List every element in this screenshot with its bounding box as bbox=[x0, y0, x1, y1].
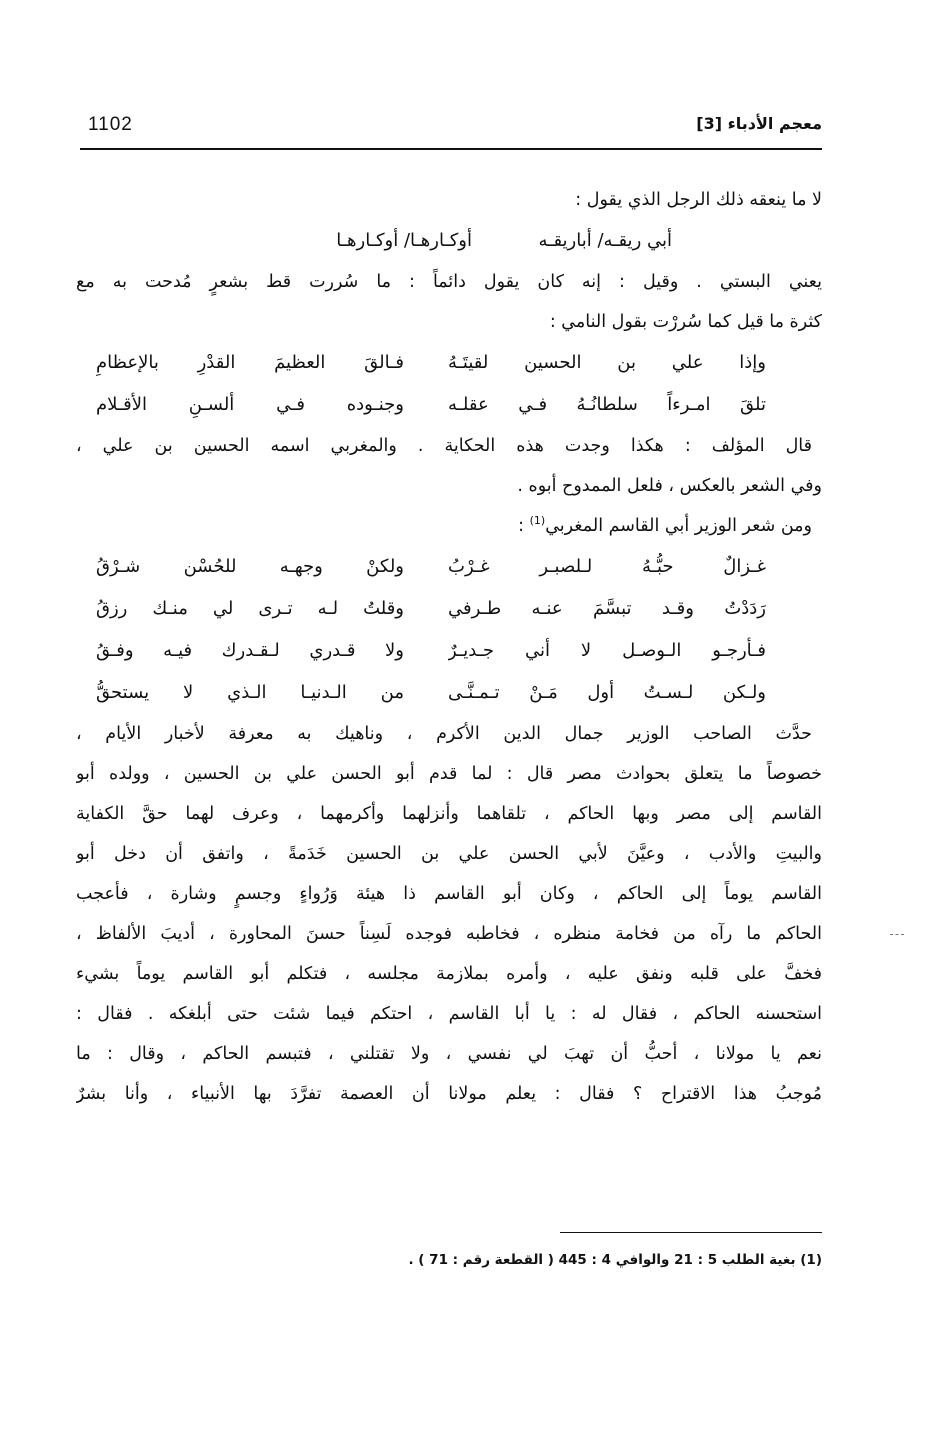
verse-line bbox=[76, 672, 822, 714]
header-rule bbox=[80, 148, 822, 150]
paragraph-line: مُوجبُ هذا الاقتراح ؟ فقال : يعلم مولانا أن العصمة تفرَّدَ بها الأنبياء ، وأنا بشرٌ bbox=[76, 1084, 822, 1104]
verse-first-hemistich: رَدَدْتُ وقـد تبسَّمَ عنـه طـرفي bbox=[448, 598, 766, 619]
page-header bbox=[80, 114, 822, 148]
verse-line bbox=[76, 384, 822, 426]
paragraph-line: يعني البستي . وقيل : إنه كان يقول دائماً : ما سُررت قط بشعرٍ مُدحت به مع bbox=[76, 272, 822, 292]
footnote-rule bbox=[560, 1232, 822, 1233]
footnote-reference: (1) bbox=[529, 514, 546, 528]
verse-first-hemistich: فـأرجـو الـوصـل لا أني جـديـرٌ bbox=[448, 640, 766, 661]
verse-first-hemistich: أبي ريقـه/ أباريقـه bbox=[538, 230, 672, 251]
paragraph-line: استحسنه الحاكم ، فقال له : يا أبا القاسم ، احتكم فيما شئت حتى أبلغكه . فقال : bbox=[76, 1004, 822, 1024]
verse-second-hemistich: أوكـارهـا/ أوكـارهـا bbox=[336, 230, 472, 251]
paragraph-line: خصوصاً ما يتعلق بحوادث مصر قال : لما قدم أبو الحسن علي بن الحسين ، وولده أبو bbox=[76, 764, 822, 784]
verse-second-hemistich: فـالقَ العظيمَ القدْرِ بالإعظامِ bbox=[96, 352, 404, 373]
paragraph-line: والبيتِ والأدب ، وعيَّنَ لأبي الحسن علي بن الحسين خَدَمةً ، واتفق أن دخل أبو bbox=[76, 844, 822, 864]
verse-second-hemistich: وجنـوده فـي ألسـنِ الأقـلام bbox=[96, 394, 404, 415]
intro-line: لا ما ينعقه ذلك الرجل الذي يقول : bbox=[575, 190, 822, 210]
paragraph-line bbox=[76, 506, 822, 546]
poetry-intro-tail: : bbox=[518, 516, 530, 536]
paragraph-line: وفي الشعر بالعكس ، فلعل الممدوح أبوه . bbox=[517, 476, 822, 496]
verse-first-hemistich: غـزالٌ حبُّـهُ لـلصبـر غـرْبُ bbox=[448, 556, 766, 577]
main-text bbox=[76, 180, 822, 1114]
verse-line bbox=[76, 220, 822, 262]
verse-line bbox=[76, 342, 822, 384]
paragraph-line: حدَّث الصاحب الوزير جمال الدين الأكرم ، وناهيك به معرفة لأخبار الأيام ، bbox=[76, 724, 812, 744]
verse-second-hemistich: وقلتُ لـه تـرى لي منـك رزقُ bbox=[96, 598, 404, 619]
paragraph-line: نعم يا مولانا ، أحبُّ أن تهبَ لي نفسي ، ولا تقتلني ، فتبسم الحاكم ، وقال : ما bbox=[76, 1044, 822, 1064]
running-title: معجم الأدباء [3] bbox=[696, 114, 822, 133]
verse-second-hemistich: ولا قـدري لـقـدرك فيـه وفـقُ bbox=[96, 640, 404, 661]
paragraph-line: كثرة ما قيل كما سُررْت بقول النامي : bbox=[549, 312, 822, 332]
paragraph-line: الحاكم ما رآه من فخامة منظره ، فخاطبه فوجده لَسِناً حسنَ المحاورة ، أديبَ الألفاظ ، bbox=[76, 924, 822, 944]
verse-line bbox=[76, 588, 822, 630]
paragraph-line: القاسم يوماً إلى الحاكم ، وكان أبو القاسم ذا هيئة وَرُواءٍ وجسمٍ وشارة ، فأعجب bbox=[76, 884, 822, 904]
verse-line bbox=[76, 630, 822, 672]
footnote: (1) بغية الطلب 5 : 21 والوافي 4 : 445 ( القطعة رقم : 71 ) . bbox=[408, 1252, 822, 1268]
paragraph-line: فخفَّ على قلبه ونفق عليه ، وأمره بملازمة مجلسه ، فتكلم أبو القاسم يوماً بشيء bbox=[76, 964, 822, 984]
verse-line bbox=[76, 546, 822, 588]
page-number: 1102 bbox=[88, 114, 133, 135]
paragraph-line: القاسم إلى مصر وبها الحاكم ، تلقاهما وأنزلهما وأكرمهما ، وعرف لهما حقَّ الكفاية bbox=[76, 804, 822, 824]
verse-second-hemistich: ولكنْ وجهـه للحُسْن شـرْقُ bbox=[96, 556, 404, 577]
verse-second-hemistich: من الـدنيـا الـذي لا يستحقُّ bbox=[96, 682, 404, 703]
verse-first-hemistich: وإذا علي بن الحسين لقيتَـهُ bbox=[448, 352, 766, 373]
verse-first-hemistich: تلقَ امـرءاً سلطانُـهُ فـي عقلـه bbox=[448, 394, 766, 415]
verse-first-hemistich: ولـكن لـسـتُ أول مَـنْ تـمـنَّـى bbox=[448, 682, 766, 703]
margin-mark bbox=[890, 934, 904, 935]
poetry-intro: ومن شعر الوزير أبي القاسم المغربي bbox=[545, 516, 812, 536]
paragraph-line: قال المؤلف : هكذا وجدت هذه الحكاية . والمغربي اسمه الحسين بن علي ، bbox=[76, 436, 812, 456]
